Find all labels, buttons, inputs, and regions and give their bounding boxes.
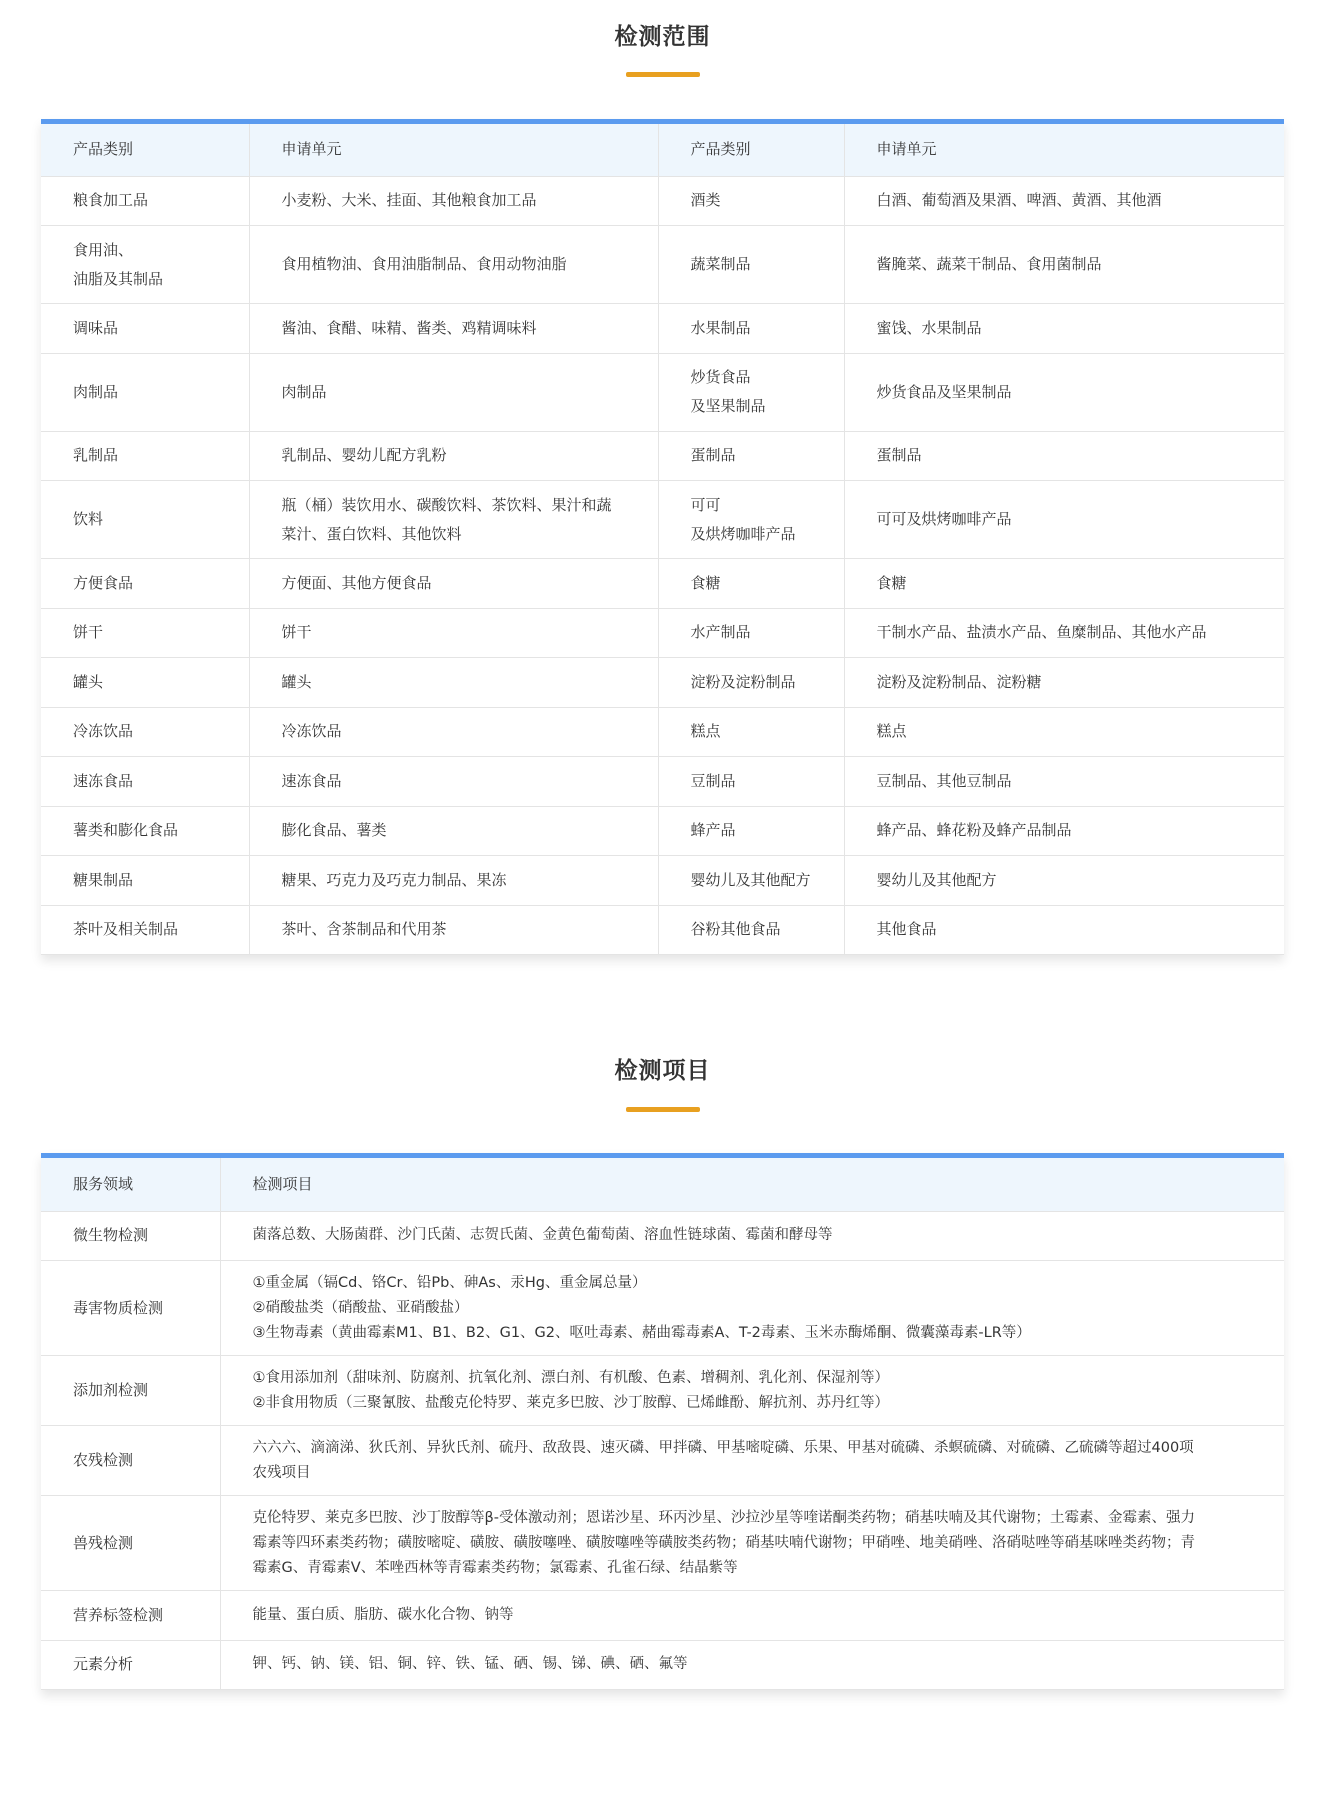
test-items-cell-line: ②非食用物质（三聚氰胺、盐酸克伦特罗、莱克多巴胺、沙丁胺醇、已烯雌酚、解抗剂、苏丹红等） [252,1394,889,1411]
application-unit-cell-line: 肉制品 [281,382,327,401]
service-field-cell: 微生物检测 [41,1211,220,1261]
application-unit-cell-line: 白酒、葡萄酒及果酒、啤酒、黄酒、其他酒 [876,191,1162,210]
table-row [41,707,1284,757]
application-unit-cell-line: 豆制品、其他豆制品 [876,771,1012,790]
product-category-cell-line: 蔬菜制品 [690,255,751,273]
product-category-cell [658,431,844,481]
service-field-cell: 元素分析 [41,1640,220,1690]
product-category-cell-line: 罐头 [73,672,104,691]
table-row [41,1640,1284,1690]
test-items-cell [220,1211,1284,1261]
application-unit-cell-line: 干制水产品、盐渍水产品、鱼糜制品、其他水产品 [876,623,1207,642]
product-category-cell-line: 方便食品 [73,573,134,592]
test-items-cell-line: ③生物毒素（黄曲霉素M1、B1、B2、G1、G2、呕吐毒素、赭曲霉毒素A、T-2毒素、玉米赤酶烯酮、微囊藻毒素-LR等） [252,1324,1031,1341]
service-field-cell: 营养标签检测 [41,1591,220,1641]
application-unit-cell-line: 婴幼儿及其他配方 [876,870,997,889]
application-unit-cell [844,353,1284,431]
table-row [41,856,1284,906]
product-category-cell [658,353,844,431]
product-category-cell [658,658,844,708]
test-items-cell [220,1261,1284,1356]
product-category-cell-line: 茶叶及相关制品 [73,920,179,939]
table-row [41,304,1284,354]
test-items-cell-line: 农残项目 [252,1464,311,1481]
product-category-cell [41,856,249,906]
table-row [41,1261,1284,1356]
product-category-cell [658,806,844,856]
table-row [41,176,1284,226]
scope-header-unit-1: 申请单元 [249,124,658,176]
application-unit-cell [249,905,658,955]
product-category-cell-line: 速冻食品 [73,771,134,790]
application-unit-cell-line: 方便面、其他方便食品 [281,573,432,592]
product-category-cell [658,176,844,226]
application-unit-cell-line: 菜汁、蛋白饮料、其他饮料 [281,524,462,543]
table-row [41,559,1284,609]
product-category-cell-line: 淀粉及淀粉制品 [690,672,796,691]
application-unit-cell [249,856,658,906]
product-category-cell-line: 油脂及其制品 [73,269,164,288]
application-unit-cell [844,304,1284,354]
application-unit-cell-line: 食糖 [876,573,907,592]
scope-header-unit-2: 申请单元 [844,124,1284,176]
service-field-cell: 毒害物质检测 [41,1261,220,1356]
application-unit-cell [844,226,1284,304]
product-category-cell [41,176,249,226]
product-category-cell [658,905,844,955]
table-row [41,757,1284,807]
application-unit-cell-line: 瓶（桶）装饮用水、碳酸饮料、茶饮料、果汁和蔬 [281,495,612,514]
product-category-cell [41,353,249,431]
application-unit-cell-line: 膨化食品、薯类 [281,821,387,840]
product-category-cell-line: 炒货食品 [690,368,751,386]
product-category-cell [41,806,249,856]
product-category-cell-line: 调味品 [73,318,119,337]
application-unit-cell [249,707,658,757]
application-unit-cell [844,856,1284,906]
product-category-cell [658,856,844,906]
application-unit-cell [249,806,658,856]
table-row [41,905,1284,955]
product-category-cell [658,757,844,807]
product-category-cell [658,481,844,559]
application-unit-cell [844,707,1284,757]
product-category-cell [41,559,249,609]
product-category-cell [41,226,249,304]
table-row [41,481,1284,559]
scope-table-header [41,124,1284,176]
test-items-cell-line: 霉素等四环素类药物；磺胺嘧啶、磺胺、磺胺噻唑、磺胺噻唑等磺胺类药物；硝基呋喃代谢物；甲硝唑、地美硝唑、洛硝哒唑等硝基咪唑类药物；青 [252,1534,1195,1551]
application-unit-cell [844,559,1284,609]
service-field-cell: 农残检测 [41,1426,220,1496]
test-items-cell [220,1426,1284,1496]
application-unit-cell [249,608,658,658]
application-unit-cell-line: 酱腌菜、蔬菜干制品、食用菌制品 [876,255,1102,273]
application-unit-cell-line: 蛋制品 [876,446,922,465]
table-row [41,658,1284,708]
application-unit-cell [844,658,1284,708]
product-category-cell-line: 蛋制品 [690,446,736,465]
product-category-cell-line: 糕点 [690,722,721,741]
product-category-cell [658,608,844,658]
scope-table-card [41,119,1284,955]
product-category-cell-line: 肉制品 [73,382,119,401]
application-unit-cell [249,226,658,304]
application-unit-cell-line: 茶叶、含茶制品和代用茶 [281,920,447,939]
product-category-cell-line: 及烘烤咖啡产品 [690,524,796,543]
test-items-cell-line: 霉素G、青霉素V、苯唑西林等青霉素类药物；氯霉素、孔雀石绿、结晶紫等 [252,1559,738,1576]
service-field-cell: 兽残检测 [41,1496,220,1591]
test-items-cell-line: 六六六、滴滴涕、狄氏剂、异狄氏剂、硫丹、敌敌畏、速灭磷、甲拌磷、甲基嘧啶磷、乐果、甲基对硫磷、杀螟硫磷、对硫磷、乙硫磷等超过400项 [252,1439,1194,1456]
application-unit-cell-line: 可可及烘烤咖啡产品 [876,510,1012,528]
application-unit-cell-line: 罐头 [281,672,312,691]
table-row [41,806,1284,856]
scope-title-underline [626,72,700,77]
application-unit-cell [844,905,1284,955]
product-category-cell-line: 酒类 [690,191,721,210]
application-unit-cell-line: 蜂产品、蜂花粉及蜂产品制品 [876,821,1072,840]
application-unit-cell-line: 食用植物油、食用油脂制品、食用动物油脂 [281,255,567,273]
test-items-cell-line: ②硝酸盐类（硝酸盐、亚硝酸盐） [252,1299,469,1316]
application-unit-cell-line: 糖果、巧克力及巧克力制品、果冻 [281,870,507,889]
product-category-cell [41,304,249,354]
product-category-cell [658,707,844,757]
table-row [41,1426,1284,1496]
application-unit-cell [249,658,658,708]
product-category-cell [41,481,249,559]
product-category-cell-line: 薯类和膨化食品 [73,821,179,840]
product-category-cell-line: 可可 [690,495,721,514]
test-items-cell-line: 钾、钙、钠、镁、铝、铜、锌、铁、锰、硒、锡、锑、碘、硒、氟等 [252,1656,688,1673]
product-category-cell [41,608,249,658]
scope-header-category-2: 产品类别 [658,124,844,176]
test-items-cell-line: ①重金属（镉Cd、铬Cr、铅Pb、砷As、汞Hg、重金属总量） [252,1274,647,1291]
application-unit-cell [249,353,658,431]
application-unit-cell-line: 冷冻饮品 [281,722,342,741]
application-unit-cell-line: 淀粉及淀粉制品、淀粉糖 [876,672,1042,691]
items-table [41,1158,1284,1690]
test-items-cell [220,1640,1284,1690]
product-category-cell [658,559,844,609]
items-table-card [41,1153,1284,1690]
product-category-cell [41,707,249,757]
application-unit-cell-line: 乳制品、婴幼儿配方乳粉 [281,446,447,465]
items-header-field: 服务领域 [41,1158,220,1211]
table-row [41,1496,1284,1591]
product-category-cell [41,905,249,955]
test-items-cell-line: 菌落总数、大肠菌群、沙门氏菌、志贺氏菌、金黄色葡萄菌、溶血性链球菌、霉菌和酵母等 [252,1227,833,1244]
product-category-cell-line: 食糖 [690,573,721,592]
product-category-cell-line: 及坚果制品 [690,397,766,415]
product-category-cell [41,658,249,708]
product-category-cell-line: 水果制品 [690,318,751,337]
table-row [41,1211,1284,1261]
application-unit-cell [249,304,658,354]
product-category-cell-line: 粮食加工品 [73,191,149,210]
test-items-cell-line: 能量、蛋白质、脂肪、碳水化合物、钠等 [252,1606,514,1623]
test-items-cell-line: ①食用添加剂（甜味剂、防腐剂、抗氧化剂、漂白剂、有机酸、色素、增稠剂、乳化剂、保湿剂等） [252,1369,889,1386]
test-items-cell [220,1496,1284,1591]
product-category-cell-line: 乳制品 [73,446,119,465]
application-unit-cell [249,431,658,481]
table-row [41,1356,1284,1426]
product-category-cell-line: 豆制品 [690,771,736,790]
product-category-cell-line: 冷冻饮品 [73,722,134,741]
items-title-underline [626,1107,700,1112]
product-category-cell [41,757,249,807]
product-category-cell [658,226,844,304]
product-category-cell-line: 饼干 [73,623,104,642]
product-category-cell-line: 蜂产品 [690,821,736,840]
product-category-cell-line: 水产制品 [690,623,751,642]
table-row [41,353,1284,431]
application-unit-cell-line: 酱油、食醋、味精、酱类、鸡精调味料 [281,318,537,337]
items-section-title: 检测项目 [614,1058,711,1084]
product-category-cell-line: 饮料 [73,510,104,528]
test-items-cell [220,1591,1284,1641]
table-row [41,1591,1284,1641]
table-row [41,431,1284,481]
scope-section-title: 检测范围 [614,24,711,50]
application-unit-cell [249,757,658,807]
application-unit-cell [844,806,1284,856]
items-header-items: 检测项目 [220,1158,1284,1211]
service-field-cell: 添加剂检测 [41,1356,220,1426]
application-unit-cell [844,176,1284,226]
application-unit-cell-line: 蜜饯、水果制品 [876,318,982,337]
application-unit-cell [844,481,1284,559]
application-unit-cell [249,481,658,559]
application-unit-cell-line: 其他食品 [876,920,937,939]
product-category-cell-line: 糖果制品 [73,870,134,889]
test-items-cell-line: 克伦特罗、莱克多巴胺、沙丁胺醇等β-受体激动剂；恩诺沙星、环丙沙星、沙拉沙星等喹诺酮类药物；硝基呋喃及其代谢物；土霉素、金霉素、强力 [252,1509,1195,1526]
application-unit-cell-line: 炒货食品及坚果制品 [876,382,1012,401]
product-category-cell-line: 谷粉其他食品 [690,920,781,939]
table-row [41,226,1284,304]
application-unit-cell [844,757,1284,807]
application-unit-cell-line: 糕点 [876,722,907,741]
application-unit-cell [844,608,1284,658]
test-items-cell [220,1356,1284,1426]
application-unit-cell [249,176,658,226]
product-category-cell [658,304,844,354]
application-unit-cell [844,431,1284,481]
application-unit-cell-line: 小麦粉、大米、挂面、其他粮食加工品 [281,191,537,210]
table-row [41,608,1284,658]
product-category-cell-line: 婴幼儿及其他配方 [690,870,811,889]
scope-table [41,124,1284,955]
application-unit-cell-line: 饼干 [281,623,312,642]
application-unit-cell-line: 速冻食品 [281,771,342,790]
product-category-cell [41,431,249,481]
application-unit-cell [249,559,658,609]
product-category-cell-line: 食用油、 [73,240,134,259]
scope-header-category-1: 产品类别 [41,124,249,176]
items-table-header [41,1158,1284,1211]
